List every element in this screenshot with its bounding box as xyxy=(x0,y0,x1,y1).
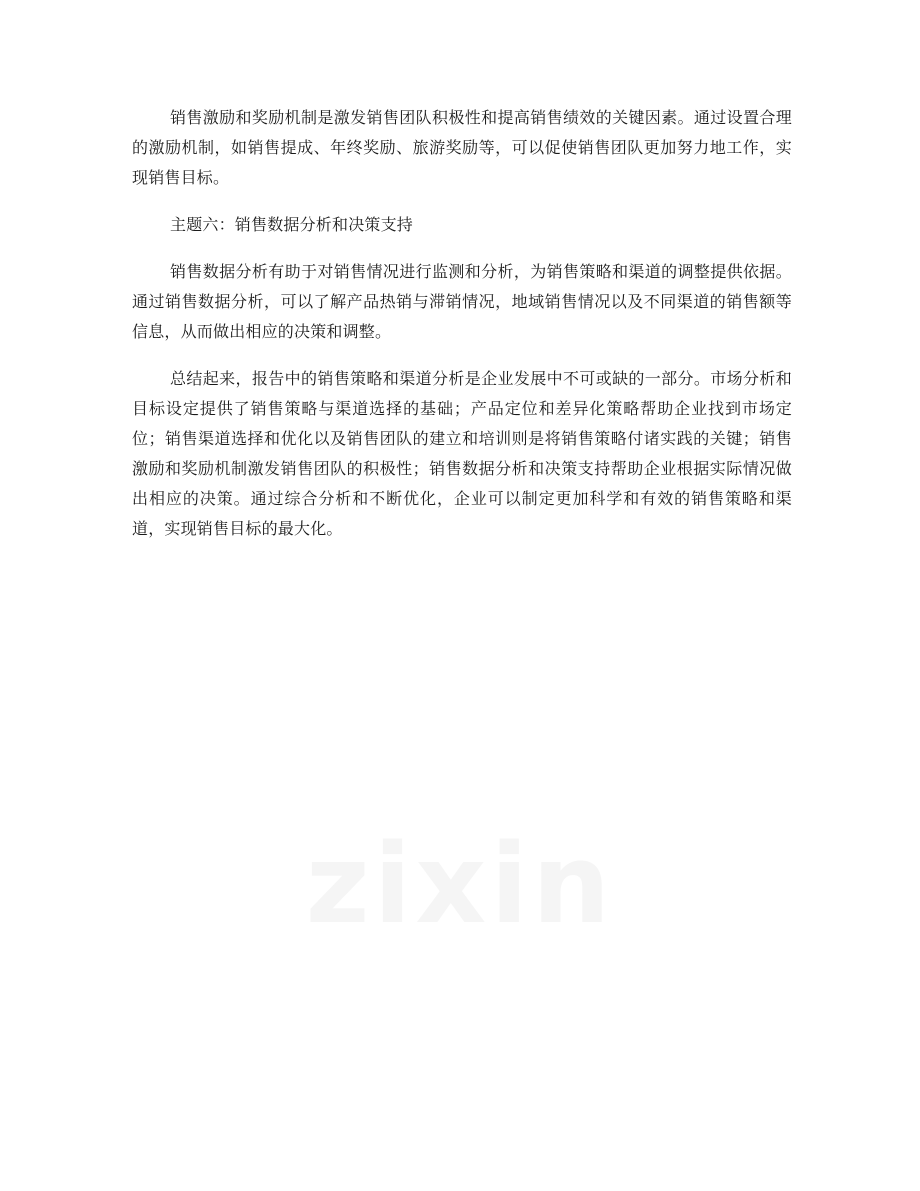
paragraph-data-analysis: 销售数据分析有助于对销售情况进行监测和分析，为销售策略和渠道的调整提供依据。通过销售数据分析，可以了解产品热销与滞销情况，地域销售情况以及不同渠道的销售额等信息，从而做出相应的决策和调整。 xyxy=(132,262,792,341)
paragraph-summary: 总结起来，报告中的销售策略和渠道分析是企业发展中不可或缺的一部分。市场分析和目标设定提供了销售策略与渠道选择的基础；产品定位和差异化策略帮助企业找到市场定位；销售渠道选择和优化以及销售团队的建立和培训则是将销售策略付诸实践的关键；销售激励和奖励机制激发销售团队的积极性；销售数据分析和决策支持帮助企业根据实际情况做出相应的决策。通过综合分析和不断优化，企业可以制定更加科学和有效的销售策略和渠道，实现销售目标的最大化。 xyxy=(132,369,792,538)
document-body xyxy=(132,103,792,561)
watermark: zixin xyxy=(305,820,615,948)
paragraph-incentives: 销售激励和奖励机制是激发销售团队积极性和提高销售绩效的关键因素。通过设置合理的激励机制，如销售提成、年终奖励、旅游奖励等，可以促使销售团队更加努力地工作，实现销售目标。 xyxy=(132,108,792,187)
section-heading-topic-six: 主题六：销售数据分析和决策支持 xyxy=(170,215,414,234)
